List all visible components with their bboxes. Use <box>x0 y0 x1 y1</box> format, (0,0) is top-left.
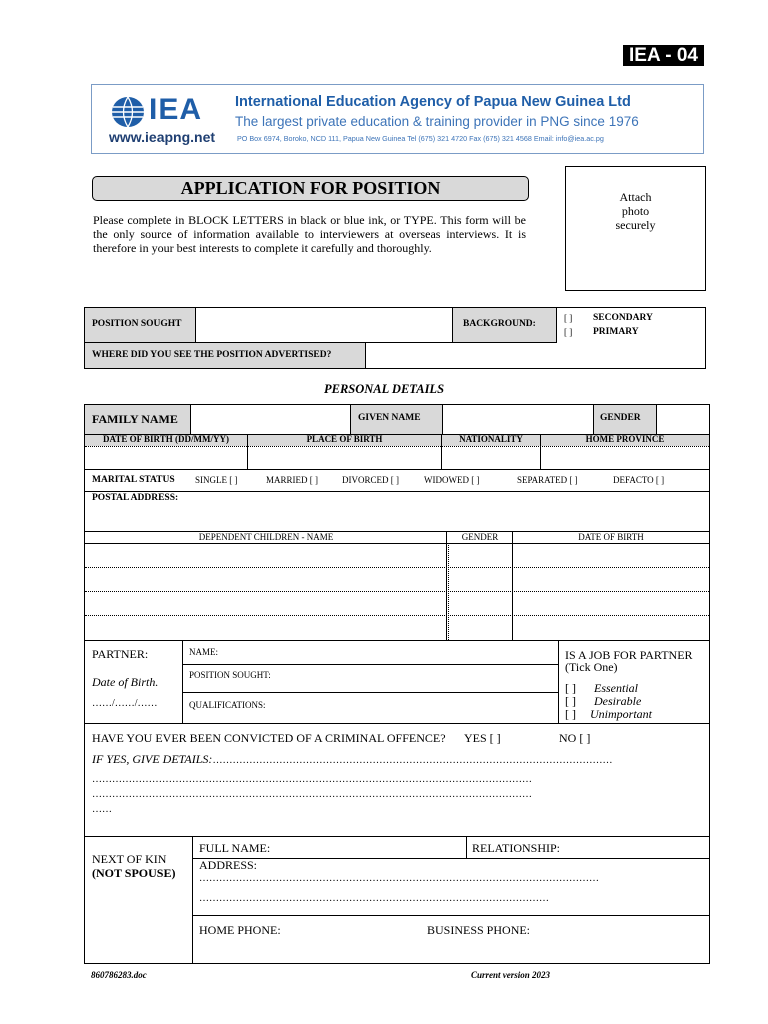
globe-icon <box>111 96 145 128</box>
dependent-row[interactable] <box>86 617 445 638</box>
organization-address: PO Box 6974, Boroko, NCD 111, Papua New Guinea Tel (675) 321 4720 Fax (675) 321 4568 Email: info@iea.ac.pg <box>237 134 604 143</box>
kin-address-label: ADDRESS: <box>199 858 258 872</box>
footer-version: Current version 2023 <box>471 970 551 980</box>
photo-text-3: securely <box>615 218 656 232</box>
given-name-input[interactable] <box>443 406 593 433</box>
kin-relationship-label: RELATIONSHIP: <box>472 841 561 855</box>
family-name-input[interactable] <box>191 406 349 433</box>
desirable-checkbox[interactable]: [ ] <box>565 694 576 708</box>
home-province-input[interactable] <box>541 448 708 468</box>
essential-checkbox[interactable]: [ ] <box>565 681 576 695</box>
marital-status-label: MARITAL STATUS <box>92 475 175 485</box>
dependent-row[interactable] <box>86 593 445 614</box>
primary-checkbox[interactable]: [ ] <box>564 327 573 337</box>
dependent-row[interactable] <box>86 545 445 566</box>
defacto-checkbox[interactable]: DEFACTO [ ] <box>613 475 665 485</box>
organization-name: International Education Agency of Papua New Guinea Ltd <box>235 94 631 110</box>
criminal-yes-checkbox[interactable]: YES [ ] <box>464 731 501 745</box>
single-checkbox[interactable]: SINGLE [ ] <box>195 475 238 485</box>
partner-dob-input[interactable]: ……/……/…… <box>92 698 158 709</box>
widowed-checkbox[interactable]: WIDOWED [ ] <box>424 475 480 485</box>
intro-paragraph: Please complete in BLOCK LETTERS in black or blue ink, or TYPE. This form will be the only source of information available to interviewers at overseas interviews. It is therefore in your best interests to complete it carefully and thoroughly. <box>93 213 526 255</box>
place-of-birth-input[interactable] <box>248 448 440 468</box>
personal-details-heading: PERSONAL DETAILS <box>323 382 445 396</box>
gender-input[interactable] <box>657 406 708 433</box>
family-name-label: FAMILY NAME <box>92 412 178 426</box>
not-spouse-label: (NOT SPOUSE) <box>92 866 176 880</box>
position-sought-label: POSITION SOUGHT <box>92 319 182 329</box>
separated-checkbox[interactable]: SEPARATED [ ] <box>517 475 578 485</box>
partner-position-label: POSITION SOUGHT: <box>189 670 271 680</box>
home-province-label: HOME PROVINCE <box>585 434 665 444</box>
dependent-row[interactable] <box>86 569 445 590</box>
place-of-birth-label: PLACE OF BIRTH <box>306 434 383 444</box>
partner-job-tick: (Tick One) <box>565 660 618 674</box>
criminal-details-line[interactable]: …………………………………………………………………………………………………………………… <box>92 789 532 800</box>
criminal-details-label: IF YES, GIVE DETAILS:………………………………………………………………………………………………………… <box>92 752 613 766</box>
criminal-details-line[interactable]: …… <box>92 804 112 815</box>
criminal-no-checkbox[interactable]: NO [ ] <box>559 731 591 745</box>
secondary-checkbox[interactable]: [ ] <box>564 313 573 323</box>
dependent-dob-header: DATE OF BIRTH <box>578 532 644 542</box>
logo-wordmark: IEA <box>149 93 203 126</box>
advertised-label: WHERE DID YOU SEE THE POSITION ADVERTISED? <box>92 350 332 360</box>
gender-label: GENDER <box>600 413 641 423</box>
given-name-label: GIVEN NAME <box>358 413 421 423</box>
photo-box[interactable] <box>565 166 706 291</box>
partner-name-label: NAME: <box>189 647 218 657</box>
photo-text-2: photo <box>621 204 650 218</box>
kin-home-phone-label: HOME PHONE: <box>199 923 281 937</box>
dependent-name-header: DEPENDENT CHILDREN - NAME <box>198 532 334 542</box>
desirable-label: Desirable <box>594 694 642 708</box>
unimportant-checkbox[interactable]: [ ] <box>565 707 576 721</box>
dependent-gender-header: GENDER <box>461 532 499 542</box>
unimportant-label: Unimportant <box>590 707 653 721</box>
dob-input[interactable] <box>86 448 246 468</box>
footer-doc-name: 860786283.doc <box>91 970 147 980</box>
essential-label: Essential <box>594 681 638 695</box>
criminal-details-line[interactable]: …………………………………………………………………………………………………………………… <box>92 774 532 785</box>
photo-text-1: Attach <box>619 190 652 204</box>
kin-address-line[interactable]: ………………………………………………………………………………………………………… <box>199 873 599 884</box>
position-sought-input[interactable] <box>196 309 452 341</box>
nationality-input[interactable] <box>442 448 539 468</box>
partner-label: PARTNER: <box>92 647 149 661</box>
nationality-label: NATIONALITY <box>459 434 523 444</box>
partner-qualifications-label: QUALIFICATIONS: <box>189 700 266 710</box>
advertised-input[interactable] <box>366 344 704 367</box>
website-link[interactable]: www.ieapng.net <box>109 129 216 145</box>
postal-address-label: POSTAL ADDRESS: <box>92 493 179 503</box>
partner-dob-label: Date of Birth. <box>92 675 159 689</box>
dob-label: DATE OF BIRTH (DD/MM/YY) <box>103 434 229 444</box>
kin-address-line[interactable]: …………………………………………………………………………………………… <box>199 893 549 904</box>
form-code: IEA - 04 <box>623 45 704 66</box>
primary-label: PRIMARY <box>593 327 639 337</box>
page-title: APPLICATION FOR POSITION <box>92 176 529 201</box>
background-label: BACKGROUND: <box>463 319 536 329</box>
criminal-question: HAVE YOU EVER BEEN CONVICTED OF A CRIMINAL OFFENCE? <box>92 731 446 745</box>
next-of-kin-label: NEXT OF KIN <box>92 852 167 866</box>
kin-full-name-label: FULL NAME: <box>199 841 271 855</box>
postal-address-input[interactable] <box>86 505 708 530</box>
secondary-label: SECONDARY <box>593 313 653 323</box>
kin-business-phone-label: BUSINESS PHONE: <box>427 923 531 937</box>
married-checkbox[interactable]: MARRIED [ ] <box>266 475 318 485</box>
organization-tagline: The largest private education & training provider in PNG since 1976 <box>235 114 639 129</box>
partner-job-question: IS A JOB FOR PARTNER <box>565 648 693 662</box>
divorced-checkbox[interactable]: DIVORCED [ ] <box>342 475 399 485</box>
